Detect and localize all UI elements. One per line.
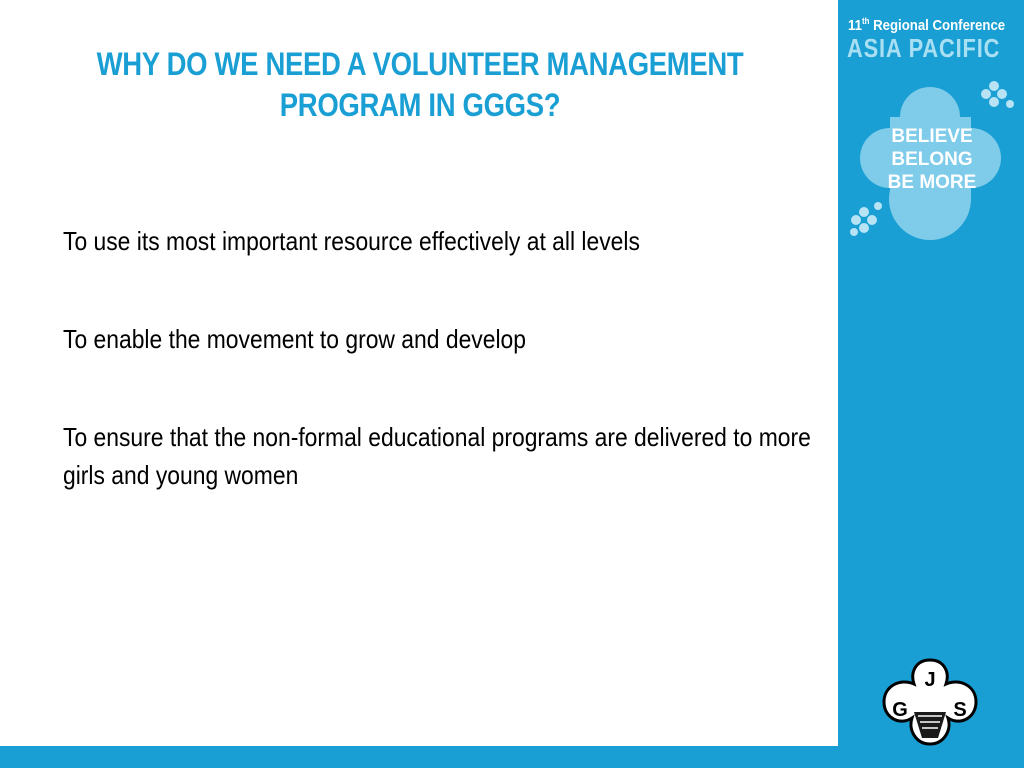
slogan-line-1: BELIEVE [891,126,973,147]
slide-title [76,44,764,126]
slide-title-line-2: PROGRAM IN GGGS? [279,87,561,123]
slogan [872,125,992,194]
conference-name: Regional Conference [873,17,1006,34]
bullet-list [63,222,823,554]
conference-region: ASIA PACIFIC [847,33,1001,63]
slide-title-line-1: WHY DO WE NEED A VOLUNTEER MANAGEMENT [96,46,744,82]
logo-letter-j: J [924,669,936,691]
conference-ordinal-suffix: th [861,16,870,26]
bullet-item-2: To enable the movement to grow and develop [63,324,526,354]
logo-letter-s: S [953,699,967,721]
bullet-item-3: To ensure that the non-formal educational programs are delivered to more girls and young women [63,422,811,490]
conference-title [848,16,1005,34]
logo-letter-g: G [892,699,908,721]
footer-bar [0,746,1024,768]
bullet-item-1: To use its most important resource effectively at all levels [63,226,640,256]
trefoil-badge-icon [878,656,982,748]
slogan-line-3: BE MORE [887,172,977,193]
slogan-line-2: BELONG [891,149,973,170]
conference-sidebar [838,0,1024,746]
conference-ordinal: 11 [848,17,862,34]
